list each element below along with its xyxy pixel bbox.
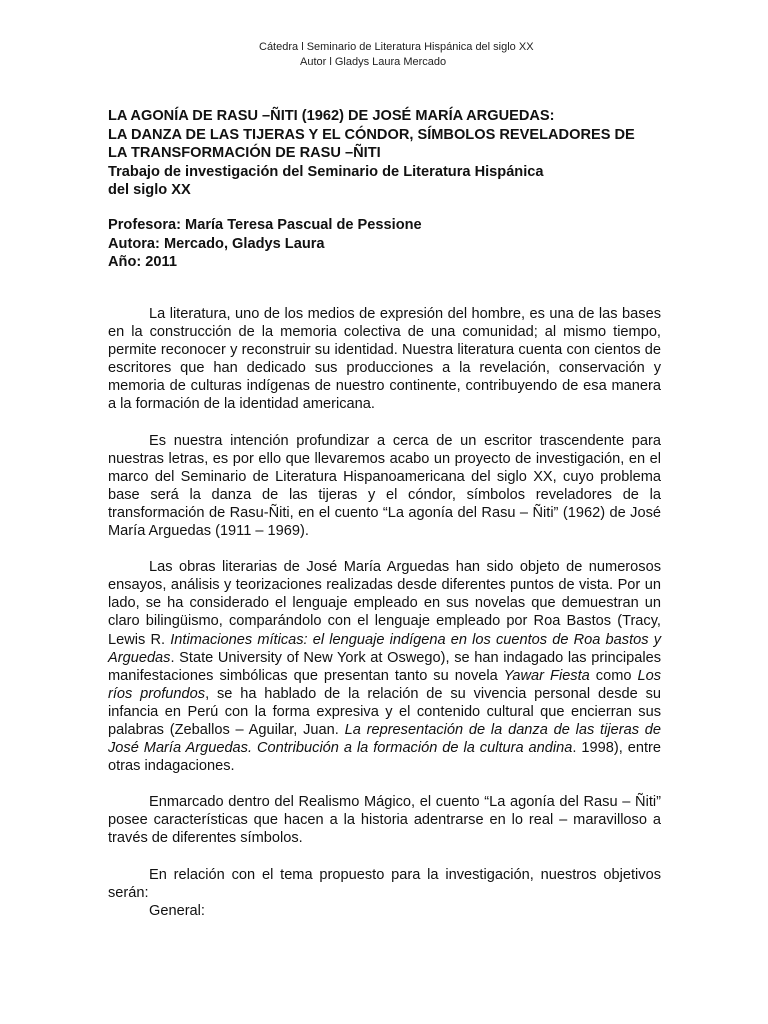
paragraph-3-text: , se ha hablado de la relación de su vivencia personal desde su infancia en Perú con la forma expresiva y el contenido cultural que encierran sus palabras (Zeballos – Aguilar, Juan. xyxy=(108,685,661,738)
paragraph-3 xyxy=(108,558,661,775)
header-author: Autor l Gladys Laura Mercado xyxy=(300,56,447,68)
paragraph-1: La literatura, uno de los medios de expresión del hombre, es una de las bases en la construcción de la memoria colectiva de una comunidad; al mismo tiempo, permite reconocer y reconstruir su identidad. Nuestra literatura cuenta con cientos de escritores que han dedicado sus producciones a la revelación, conservación y memoria de culturas indígenas de nuestro continente, contribuyendo de esa manera a la formación de la identidad americana. xyxy=(108,306,661,413)
work-title-yawar-fiesta: Yawar Fiesta xyxy=(503,667,590,684)
meta-year: Año: 2011 xyxy=(108,254,177,270)
work-title-los-rios-profundos: Los ríos profundos xyxy=(108,667,662,702)
citation-title-tracy: Intimaciones míticas: el lenguaje indígena en los cuentos de Roa bastos y Arguedas xyxy=(108,631,662,666)
header-course: Cátedra l Seminario de Literatura Hispánica del siglo XX xyxy=(259,41,534,53)
paragraph-4: Enmarcado dentro del Realismo Mágico, el cuento “La agonía del Rasu – Ñiti” posee características que hacen a la historia adentrarse en lo real – maravilloso a través de diferentes símbolos. xyxy=(108,794,661,847)
paragraph-5: En relación con el tema propuesto para la investigación, nuestros objetivos serán: xyxy=(108,866,661,901)
title-line-3: LA TRANSFORMACIÓN DE RASU –ÑITI xyxy=(108,145,381,161)
citation-title-zeballos: La representación de la danza de las tijeras de José María Arguedas. Contribución a la formación de la cultura andina xyxy=(108,721,661,757)
paragraph-3-text: Las obras literarias de José María Arguedas han sido objeto de numerosos ensayos, análisis y teorizaciones realizadas desde diferentes puntos de vista. Por un lado, se ha considerado el lenguaje empleado en sus novelas que demuestran un claro bilingüismo, comparándolo con el lenguaje empleado por Roa Bastos (Tracy, Lewis R. xyxy=(108,559,661,648)
paragraph-3-text: . 1998), entre otras indagaciones. xyxy=(108,740,661,775)
document-meta xyxy=(108,216,668,272)
meta-author: Autora: Mercado, Gladys Laura xyxy=(108,235,325,252)
title-line-2: LA DANZA DE LAS TIJERAS Y EL CÓNDOR, SÍMBOLOS REVELADORES DE xyxy=(108,126,635,143)
paragraph-2: Es nuestra intención profundizar a cerca de un escritor trascendente para nuestras letras, es por ello que llevaremos acabo un proyecto de investigación, en el marco del Seminario de Literatura Hispanoamericana del siglo XX, cuyo problema base será la danza de las tijeras y el cóndor, símbolos reveladores de la transformación de Rasu-Ñiti, en el cuento “La agonía del Rasu – Ñiti” (1962) de José María Arguedas (1911 – 1969). xyxy=(108,432,661,540)
title-line-4: Trabajo de investigación del Seminario de Literatura Hispánica xyxy=(108,163,544,180)
title-line-5: del siglo XX xyxy=(108,182,191,198)
document-body xyxy=(108,305,661,920)
paragraph-3-text: . State University of New York at Oswego), se han indagado las principales manifestaciones simbólicas que presentan tanto su novela xyxy=(108,649,661,684)
paragraph-3-text: como xyxy=(589,667,638,684)
title-line-1: LA AGONÍA DE RASU –ÑITI (1962) DE JOSÉ MARÍA ARGUEDAS: xyxy=(108,108,555,124)
paragraph-6: General: xyxy=(149,902,205,919)
meta-professor: Profesora: María Teresa Pascual de Pessione xyxy=(108,217,422,233)
document-title xyxy=(108,107,668,200)
